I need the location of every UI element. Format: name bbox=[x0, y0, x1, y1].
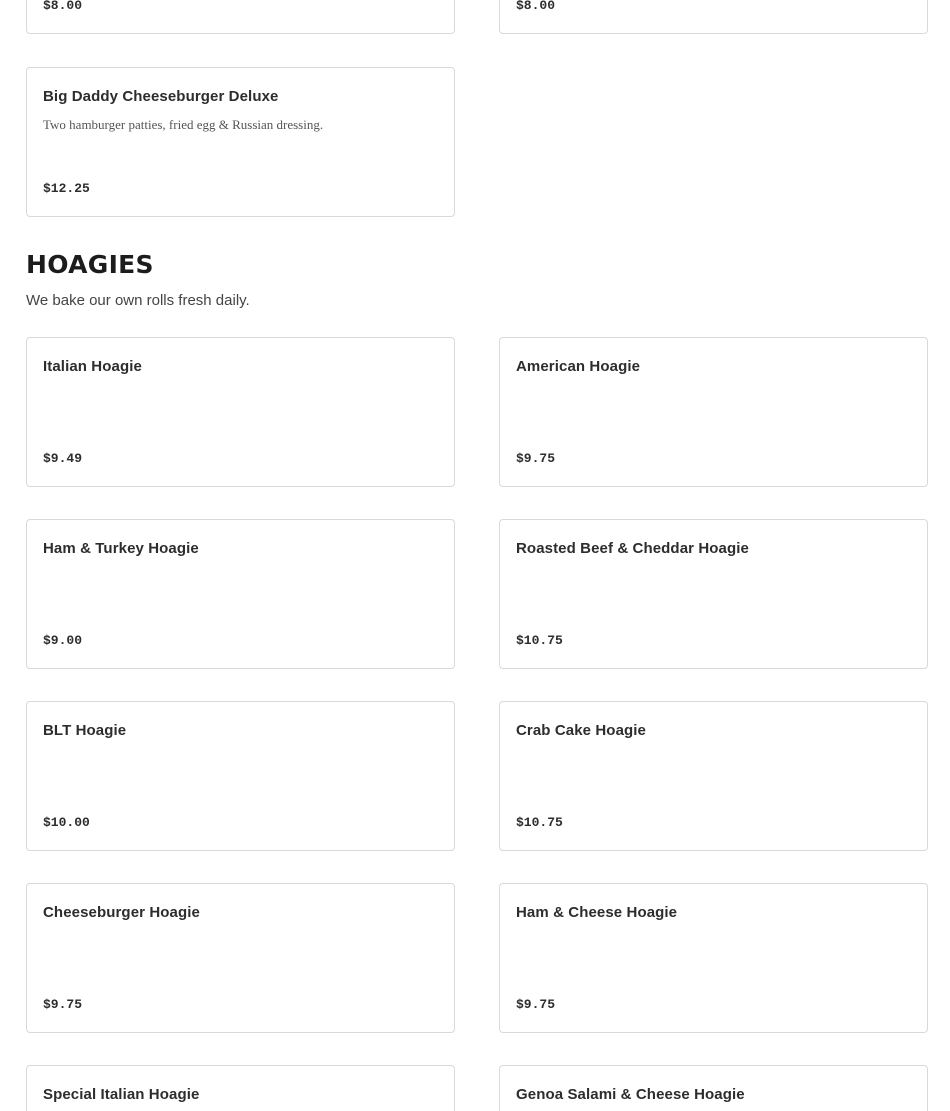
menu-item-card[interactable] bbox=[499, 337, 928, 487]
item-price: $10.75 bbox=[516, 815, 563, 830]
item-name: Roasted Beef & Cheddar Hoagie bbox=[516, 540, 749, 557]
menu-item-card[interactable] bbox=[499, 519, 928, 669]
item-price: $10.00 bbox=[43, 815, 90, 830]
item-name: BLT Hoagie bbox=[43, 722, 127, 739]
menu-item-card[interactable] bbox=[499, 883, 928, 1033]
item-description: Two hamburger patties, fried egg & Russian dressing. bbox=[43, 117, 324, 132]
section-description: We bake our own rolls fresh daily. bbox=[26, 292, 250, 309]
menu-item-card[interactable] bbox=[26, 67, 455, 217]
menu-item-card[interactable] bbox=[26, 337, 455, 487]
menu-item-card[interactable] bbox=[499, 0, 928, 34]
item-price: $12.25 bbox=[43, 181, 90, 196]
item-price: $10.75 bbox=[516, 633, 563, 648]
item-name: Big Daddy Cheeseburger Deluxe bbox=[43, 88, 279, 105]
item-price: $8.00 bbox=[43, 0, 83, 13]
menu-item-card[interactable] bbox=[26, 519, 455, 669]
item-name: American Hoagie bbox=[516, 358, 641, 375]
menu-item-card[interactable] bbox=[26, 1065, 455, 1111]
menu-item-card[interactable] bbox=[26, 883, 455, 1033]
item-name: Crab Cake Hoagie bbox=[516, 722, 646, 739]
menu-item-card[interactable] bbox=[26, 0, 455, 34]
item-name: Cheeseburger Hoagie bbox=[43, 904, 200, 921]
item-name: Special Italian Hoagie bbox=[43, 1086, 200, 1103]
item-price: $9.75 bbox=[43, 997, 83, 1012]
item-price: $9.75 bbox=[516, 997, 556, 1012]
item-price: $9.00 bbox=[43, 633, 83, 648]
menu-item-card[interactable] bbox=[26, 701, 455, 851]
item-name: Genoa Salami & Cheese Hoagie bbox=[516, 1086, 745, 1103]
item-price: $9.75 bbox=[516, 451, 556, 466]
item-price: $9.49 bbox=[43, 451, 83, 466]
menu-item-card[interactable] bbox=[499, 701, 928, 851]
menu-item-card[interactable] bbox=[499, 1065, 928, 1111]
item-price: $8.00 bbox=[516, 0, 556, 13]
item-name: Ham & Turkey Hoagie bbox=[43, 540, 199, 557]
item-name: Italian Hoagie bbox=[43, 358, 142, 375]
section-title: HOAGIES bbox=[26, 250, 154, 279]
item-name: Ham & Cheese Hoagie bbox=[516, 904, 678, 921]
